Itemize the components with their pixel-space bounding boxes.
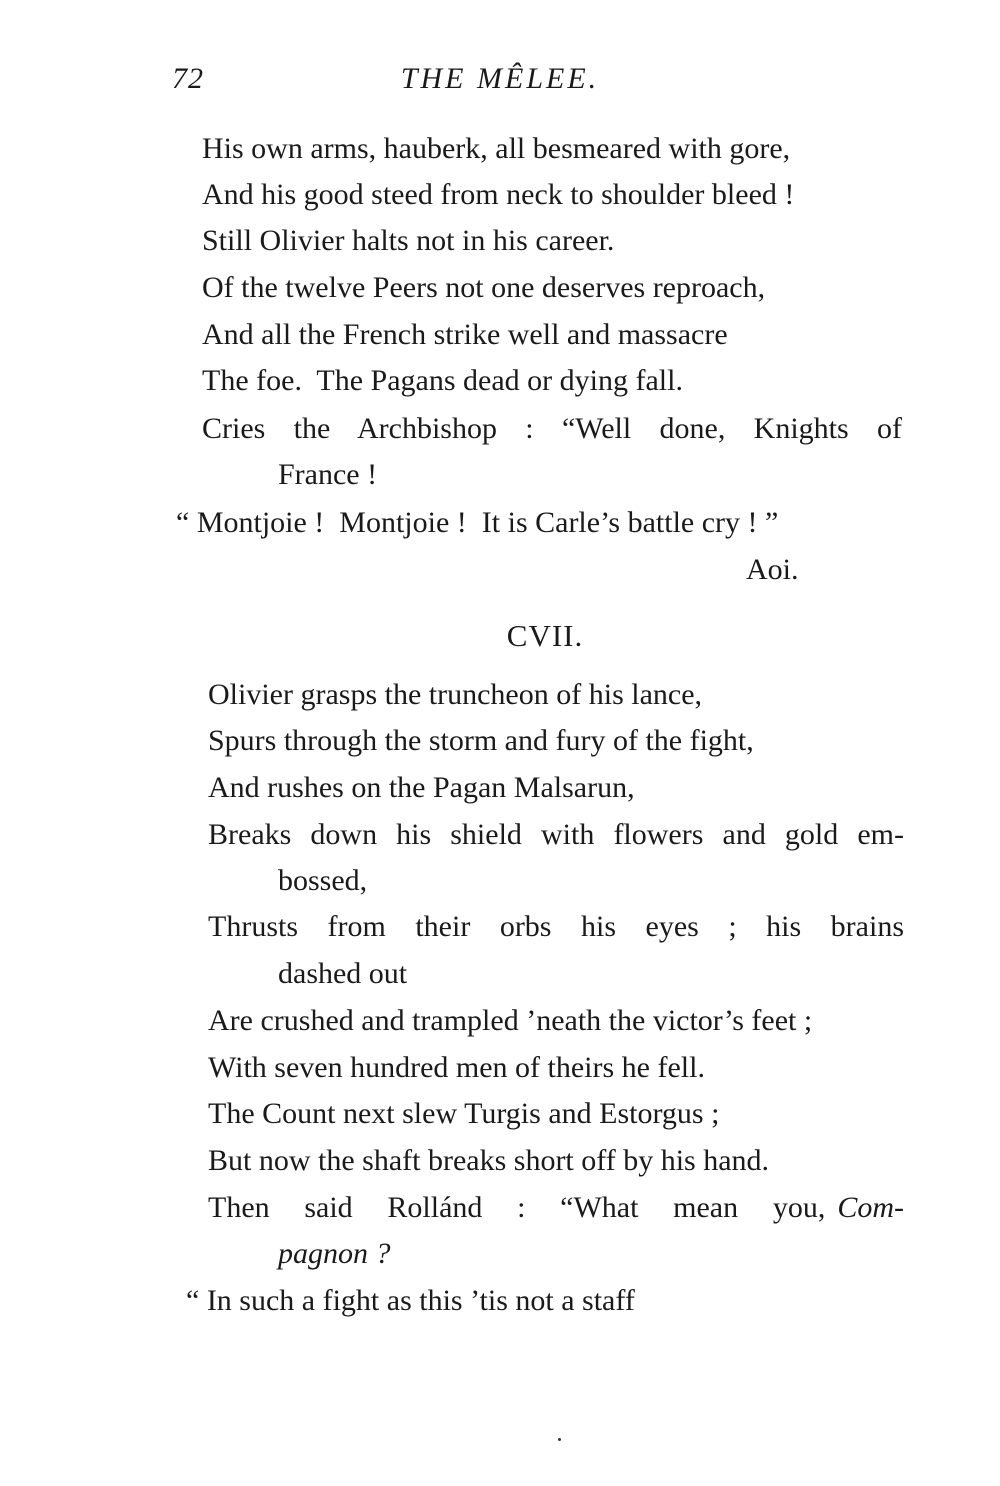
verse-line-text: Then said Rollánd : “What mean you, <box>208 1191 826 1224</box>
verse-line: And rushes on the Pagan Malsarun, <box>208 771 635 804</box>
page-number: 72 <box>172 62 204 95</box>
verse-line: Cries the Archbishop : “Well done, Knights of <box>202 412 902 445</box>
verse-line: Breaks down his shield with flowers and gold em- <box>208 818 904 851</box>
verse-line-continuation: pagnon ? <box>278 1237 391 1270</box>
verse-line: Are crushed and trampled ’neath the victor’s feet ; <box>208 1004 813 1037</box>
verse-line: “ In such a fight as this ’tis not a staff <box>186 1284 635 1317</box>
verse-line: But now the shaft breaks short off by his hand. <box>208 1144 770 1177</box>
verse-line <box>208 1190 904 1226</box>
verse-line: Of the twelve Peers not one deserves reproach, <box>202 271 766 304</box>
running-title: THE MÊLEE. <box>400 62 600 95</box>
verse-line: The foe. The Pagans dead or dying fall. <box>202 364 683 397</box>
verse-line: And his good steed from neck to shoulder bleed ! <box>202 178 795 211</box>
verse-line: His own arms, hauberk, all besmeared with gore, <box>202 132 791 165</box>
verse-line: With seven hundred men of theirs he fell. <box>208 1051 705 1084</box>
verse-line-continuation: dashed out <box>278 957 408 990</box>
print-speck <box>558 1438 561 1441</box>
verse-line-continuation: France ! <box>278 458 378 491</box>
verse-line: “ Montjoie ! Montjoie ! It is Carle’s battle cry ! ” <box>176 506 779 539</box>
section-heading: CVII. <box>506 618 584 653</box>
verse-line: Thrusts from their orbs his eyes ; his brains <box>208 910 904 943</box>
verse-line: And all the French strike well and massacre <box>202 318 728 351</box>
verse-line: Olivier grasps the truncheon of his lance, <box>208 678 703 711</box>
refrain-aoi: Aoi. <box>746 553 799 586</box>
verse-line-continuation: bossed, <box>278 864 368 897</box>
verse-line-italic: Com- <box>837 1191 904 1224</box>
verse-line: Still Olivier halts not in his career. <box>202 224 615 257</box>
verse-line: Spurs through the storm and fury of the fight, <box>208 724 754 757</box>
verse-line: The Count next slew Turgis and Estorgus ; <box>208 1097 720 1130</box>
